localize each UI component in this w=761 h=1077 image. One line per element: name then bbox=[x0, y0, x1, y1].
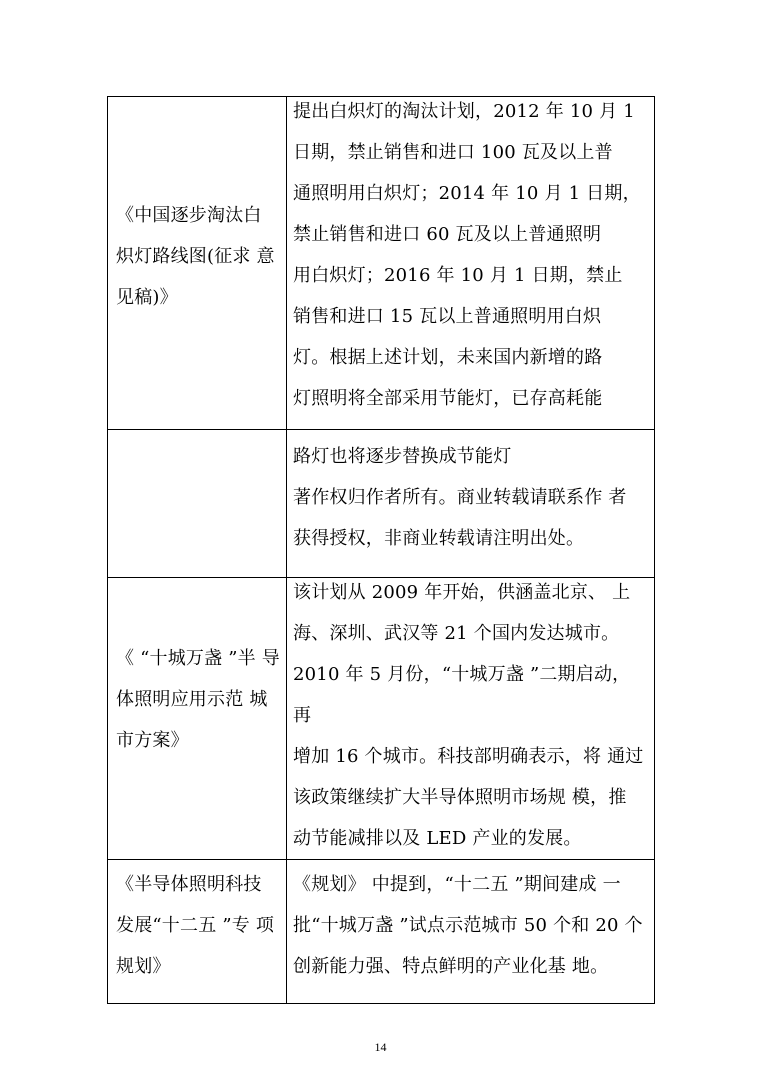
policy-name: 《半导体照明科技 发展“十二五 ”专 项 规划》 bbox=[116, 874, 275, 977]
policy-description: 提出白炽灯的淘汰计划，2012 年 10 月 1 日期，禁止销售和进口 100 瓦及以上普 通照明用白炽灯；2014 年 10 月 1 日期， 禁止销售和进口 60 瓦及以上普通照明 用白炽灯；2016 年 10 月 1 日期，禁止 销售和进口 15 瓦以上普通照明用白炽 灯。根据上述计划，未来国内新增的路 灯照明将全部采用节能灯，已存高耗能 bbox=[293, 101, 641, 409]
table-row bbox=[108, 430, 655, 578]
policy-description-cell bbox=[287, 860, 655, 1004]
page-number: 14 bbox=[374, 1040, 387, 1054]
policy-name: 《 “十城万盏 ”半 导 体照明应用示范 城 市方案》 bbox=[116, 648, 280, 751]
policy-name: 《中国逐步淘汰白 炽灯路线图(征求 意 见稿)》 bbox=[116, 205, 275, 308]
policy-description-cell bbox=[287, 430, 655, 578]
policy-table bbox=[107, 96, 655, 1004]
policy-name-cell bbox=[108, 860, 287, 1004]
policy-description: 该计划从 2009 年开始，供涵盖北京、 上 海、深圳、武汉等 21 个国内发达城市。 2010 年 5 月份，“十城万盏 ”二期启动， 再 增加 16 个城市。科技部明确表示，将 通过 该政策继续扩大半导体照明市场规 模，推 动节能减排以及 LED 产业的发展。 bbox=[293, 582, 644, 849]
policy-name-cell bbox=[108, 97, 287, 430]
policy-description-cell bbox=[287, 97, 655, 430]
policy-name-cell bbox=[108, 430, 287, 578]
table-row bbox=[108, 860, 655, 1004]
policy-description: 路灯也将逐步替换成节能灯 著作权归作者所有。商业转载请联系作 者 获得授权，非商业转载请注明出处。 bbox=[293, 446, 627, 549]
table-row bbox=[108, 97, 655, 430]
policy-name-cell bbox=[108, 578, 287, 860]
policy-description-cell bbox=[287, 578, 655, 860]
policy-description: 《规划》 中提到，“十二五 ”期间建成 一 批“十城万盏 ”试点示范城市 50 个和 20 个 创新能力强、特点鲜明的产业化基 地。 bbox=[293, 874, 643, 977]
table-row bbox=[108, 578, 655, 860]
